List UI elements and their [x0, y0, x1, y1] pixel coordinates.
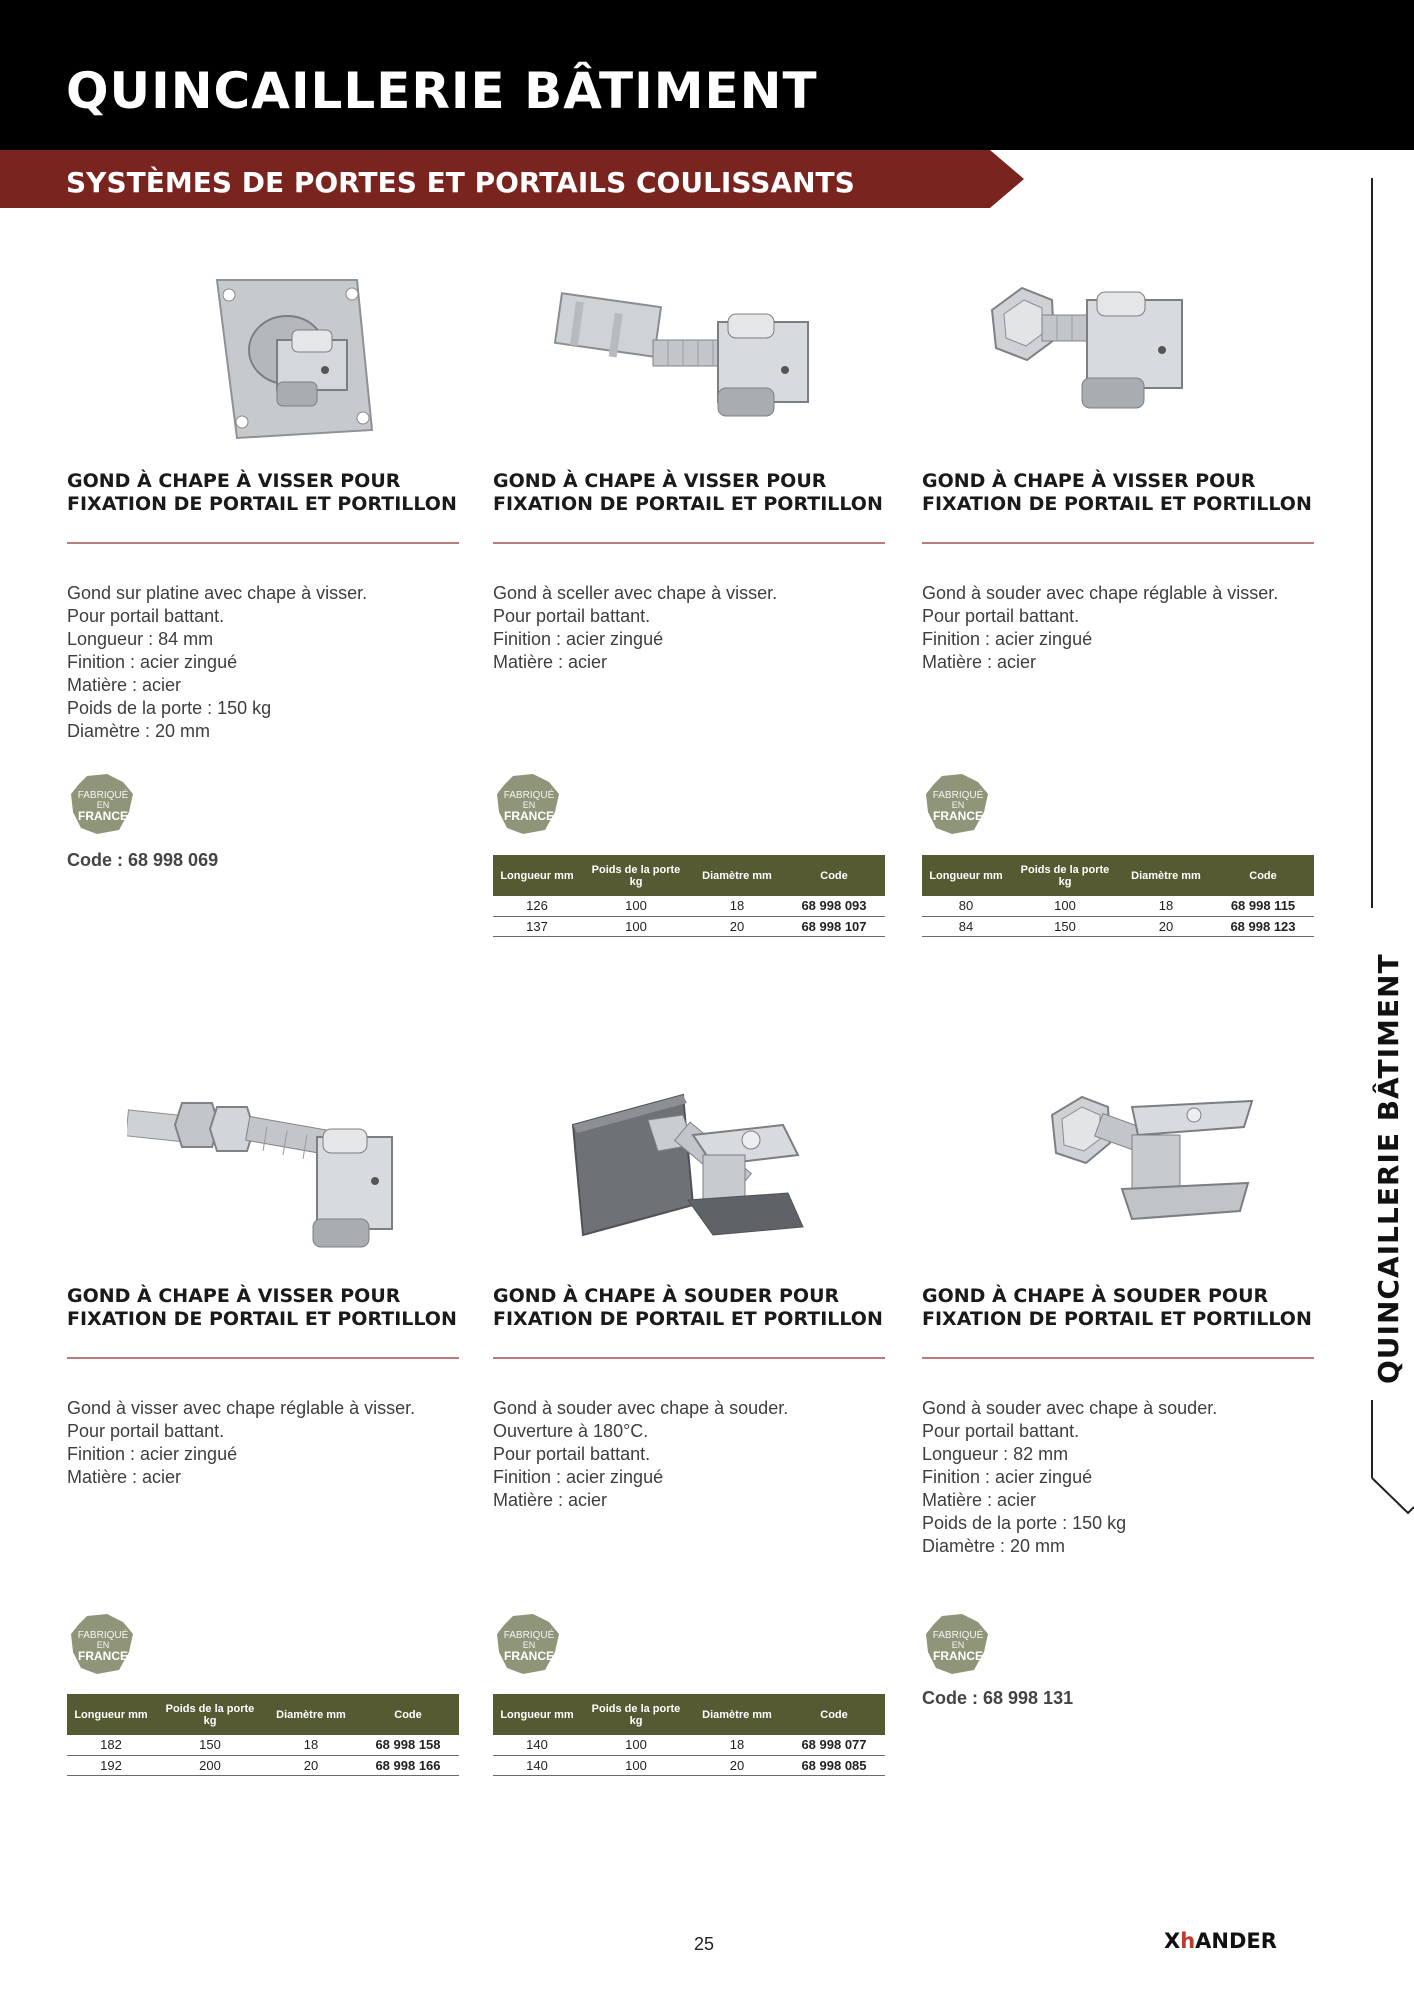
table-row: 137 100 20 68 998 107: [493, 916, 885, 936]
col-header: Longueur mm: [493, 1694, 581, 1735]
product-description: Gond à souder avec chape à souder. Ouverture à 180°C. Pour portail battant. Finition : acier zingué Matière : acier: [493, 1398, 789, 1510]
section-subtitle: SYSTÈMES DE PORTES ET PORTAILS COULISSANTS: [66, 166, 855, 199]
title-divider: [922, 542, 1314, 544]
svg-text:EN: EN: [951, 800, 965, 810]
product-title: GOND À CHAPE À SOUDER POUR FIXATION DE PORTAIL ET PORTILLON: [922, 1285, 1312, 1330]
svg-text:EN: EN: [951, 1640, 965, 1650]
made-in-france-badge: [922, 772, 994, 836]
svg-text:EN: EN: [522, 800, 536, 810]
col-header: Diamètre mm: [265, 1694, 357, 1735]
gond-platine-icon: [127, 270, 402, 450]
gond-visser-reglable-icon: [127, 1085, 402, 1265]
spec-table: [493, 855, 885, 937]
svg-text:FABRIQUÉ: FABRIQUÉ: [77, 1630, 129, 1641]
table-row: 192 200 20 68 998 166: [67, 1755, 459, 1775]
product-title: GOND À CHAPE À VISSER POUR FIXATION DE PORTAIL ET PORTILLON: [67, 1285, 457, 1330]
product-card: [67, 1085, 462, 1785]
page-number: 25: [694, 1934, 715, 1954]
product-description: Gond sur platine avec chape à visser. Pour portail battant. Longueur : 84 mm Finition : acier zingué Matière : acier Poids de la porte : 150 kg Diamètre : 20 mm: [67, 583, 368, 741]
product-title: GOND À CHAPE À VISSER POUR FIXATION DE PORTAIL ET PORTILLON: [67, 470, 457, 515]
made-in-france-badge: [922, 1612, 994, 1676]
svg-text:FABRIQUÉ: FABRIQUÉ: [932, 1630, 984, 1641]
made-in-france-badge: [67, 772, 139, 836]
product-card: [922, 1085, 1317, 1785]
product-description: Gond à sceller avec chape à visser. Pour portail battant. Finition : acier zingué Matière : acier: [493, 583, 778, 672]
col-header: Longueur mm: [493, 855, 581, 896]
col-header: Poids de la porte kg: [581, 855, 691, 896]
col-header: Longueur mm: [922, 855, 1010, 896]
svg-text:FABRIQUÉ: FABRIQUÉ: [932, 790, 984, 801]
svg-text:EN: EN: [96, 1640, 110, 1650]
svg-text:FRANCE: FRANCE: [78, 1649, 128, 1663]
made-in-france-badge: [67, 1612, 139, 1676]
product-description: Gond à souder avec chape à souder. Pour portail battant. Longueur : 82 mm Finition : acier zingué Matière : acier Poids de la porte : 150 kg Diamètre : 20 mm: [922, 1398, 1218, 1556]
col-header: Poids de la porte kg: [581, 1694, 691, 1735]
side-section-label: QUINCAILLERIE BÂTIMENT: [1372, 953, 1405, 1384]
table-row: 84 150 20 68 998 123: [922, 916, 1314, 936]
svg-text:EN: EN: [96, 800, 110, 810]
title-divider: [67, 1357, 459, 1359]
product-card: [67, 270, 462, 890]
made-in-france-badge: [493, 1612, 565, 1676]
svg-text:FRANCE: FRANCE: [933, 1649, 983, 1663]
product-code: Code : 68 998 069: [67, 850, 219, 870]
product-title: GOND À CHAPE À VISSER POUR FIXATION DE PORTAIL ET PORTILLON: [493, 470, 883, 515]
product-code: Code : 68 998 131: [922, 1688, 1074, 1708]
svg-text:FRANCE: FRANCE: [504, 1649, 554, 1663]
brand-logo: XhANDER: [1164, 1929, 1277, 1953]
product-description: Gond à visser avec chape réglable à visser. Pour portail battant. Finition : acier zingué Matière : acier: [67, 1398, 416, 1487]
product-card: [493, 270, 888, 950]
svg-text:FRANCE: FRANCE: [78, 809, 128, 823]
col-header: Diamètre mm: [691, 1694, 783, 1735]
gond-plaque-souder-icon: [553, 1085, 828, 1265]
gond-souder-reglable-icon: [982, 270, 1257, 450]
col-header: Code: [1212, 855, 1314, 896]
product-title: GOND À CHAPE À VISSER POUR FIXATION DE PORTAIL ET PORTILLON: [922, 470, 1312, 515]
table-row: 80 100 18 68 998 115: [922, 896, 1314, 916]
page-title: QUINCAILLERIE BÂTIMENT: [66, 62, 818, 120]
product-description: Gond à souder avec chape réglable à visser. Pour portail battant. Finition : acier zingué Matière : acier: [922, 583, 1279, 672]
table-row: 126 100 18 68 998 093: [493, 896, 885, 916]
spec-table: [922, 855, 1314, 937]
made-in-france-badge: [493, 772, 565, 836]
col-header: Code: [783, 1694, 885, 1735]
svg-text:FABRIQUÉ: FABRIQUÉ: [77, 790, 129, 801]
gond-sceller-icon: [553, 270, 828, 450]
svg-text:FRANCE: FRANCE: [504, 809, 554, 823]
table-row: 140 100 18 68 998 077: [493, 1735, 885, 1755]
col-header: Code: [783, 855, 885, 896]
svg-text:FABRIQUÉ: FABRIQUÉ: [503, 790, 555, 801]
svg-text:FRANCE: FRANCE: [933, 809, 983, 823]
product-card: [493, 1085, 888, 1785]
table-row: 182 150 18 68 998 158: [67, 1735, 459, 1755]
title-divider: [67, 542, 459, 544]
spec-table: [493, 1694, 885, 1776]
title-divider: [493, 1357, 885, 1359]
spec-table: [67, 1694, 459, 1776]
col-header: Diamètre mm: [1120, 855, 1212, 896]
table-row: 140 100 20 68 998 085: [493, 1755, 885, 1775]
col-header: Poids de la porte kg: [155, 1694, 265, 1735]
svg-text:FABRIQUÉ: FABRIQUÉ: [503, 1630, 555, 1641]
title-divider: [922, 1357, 1314, 1359]
col-header: Diamètre mm: [691, 855, 783, 896]
product-card: [922, 270, 1317, 950]
col-header: Longueur mm: [67, 1694, 155, 1735]
col-header: Code: [357, 1694, 459, 1735]
product-title: GOND À CHAPE À SOUDER POUR FIXATION DE PORTAIL ET PORTILLON: [493, 1285, 883, 1330]
title-divider: [493, 542, 885, 544]
col-header: Poids de la porte kg: [1010, 855, 1120, 896]
svg-text:EN: EN: [522, 1640, 536, 1650]
gond-chape-souder-icon: [982, 1085, 1257, 1265]
